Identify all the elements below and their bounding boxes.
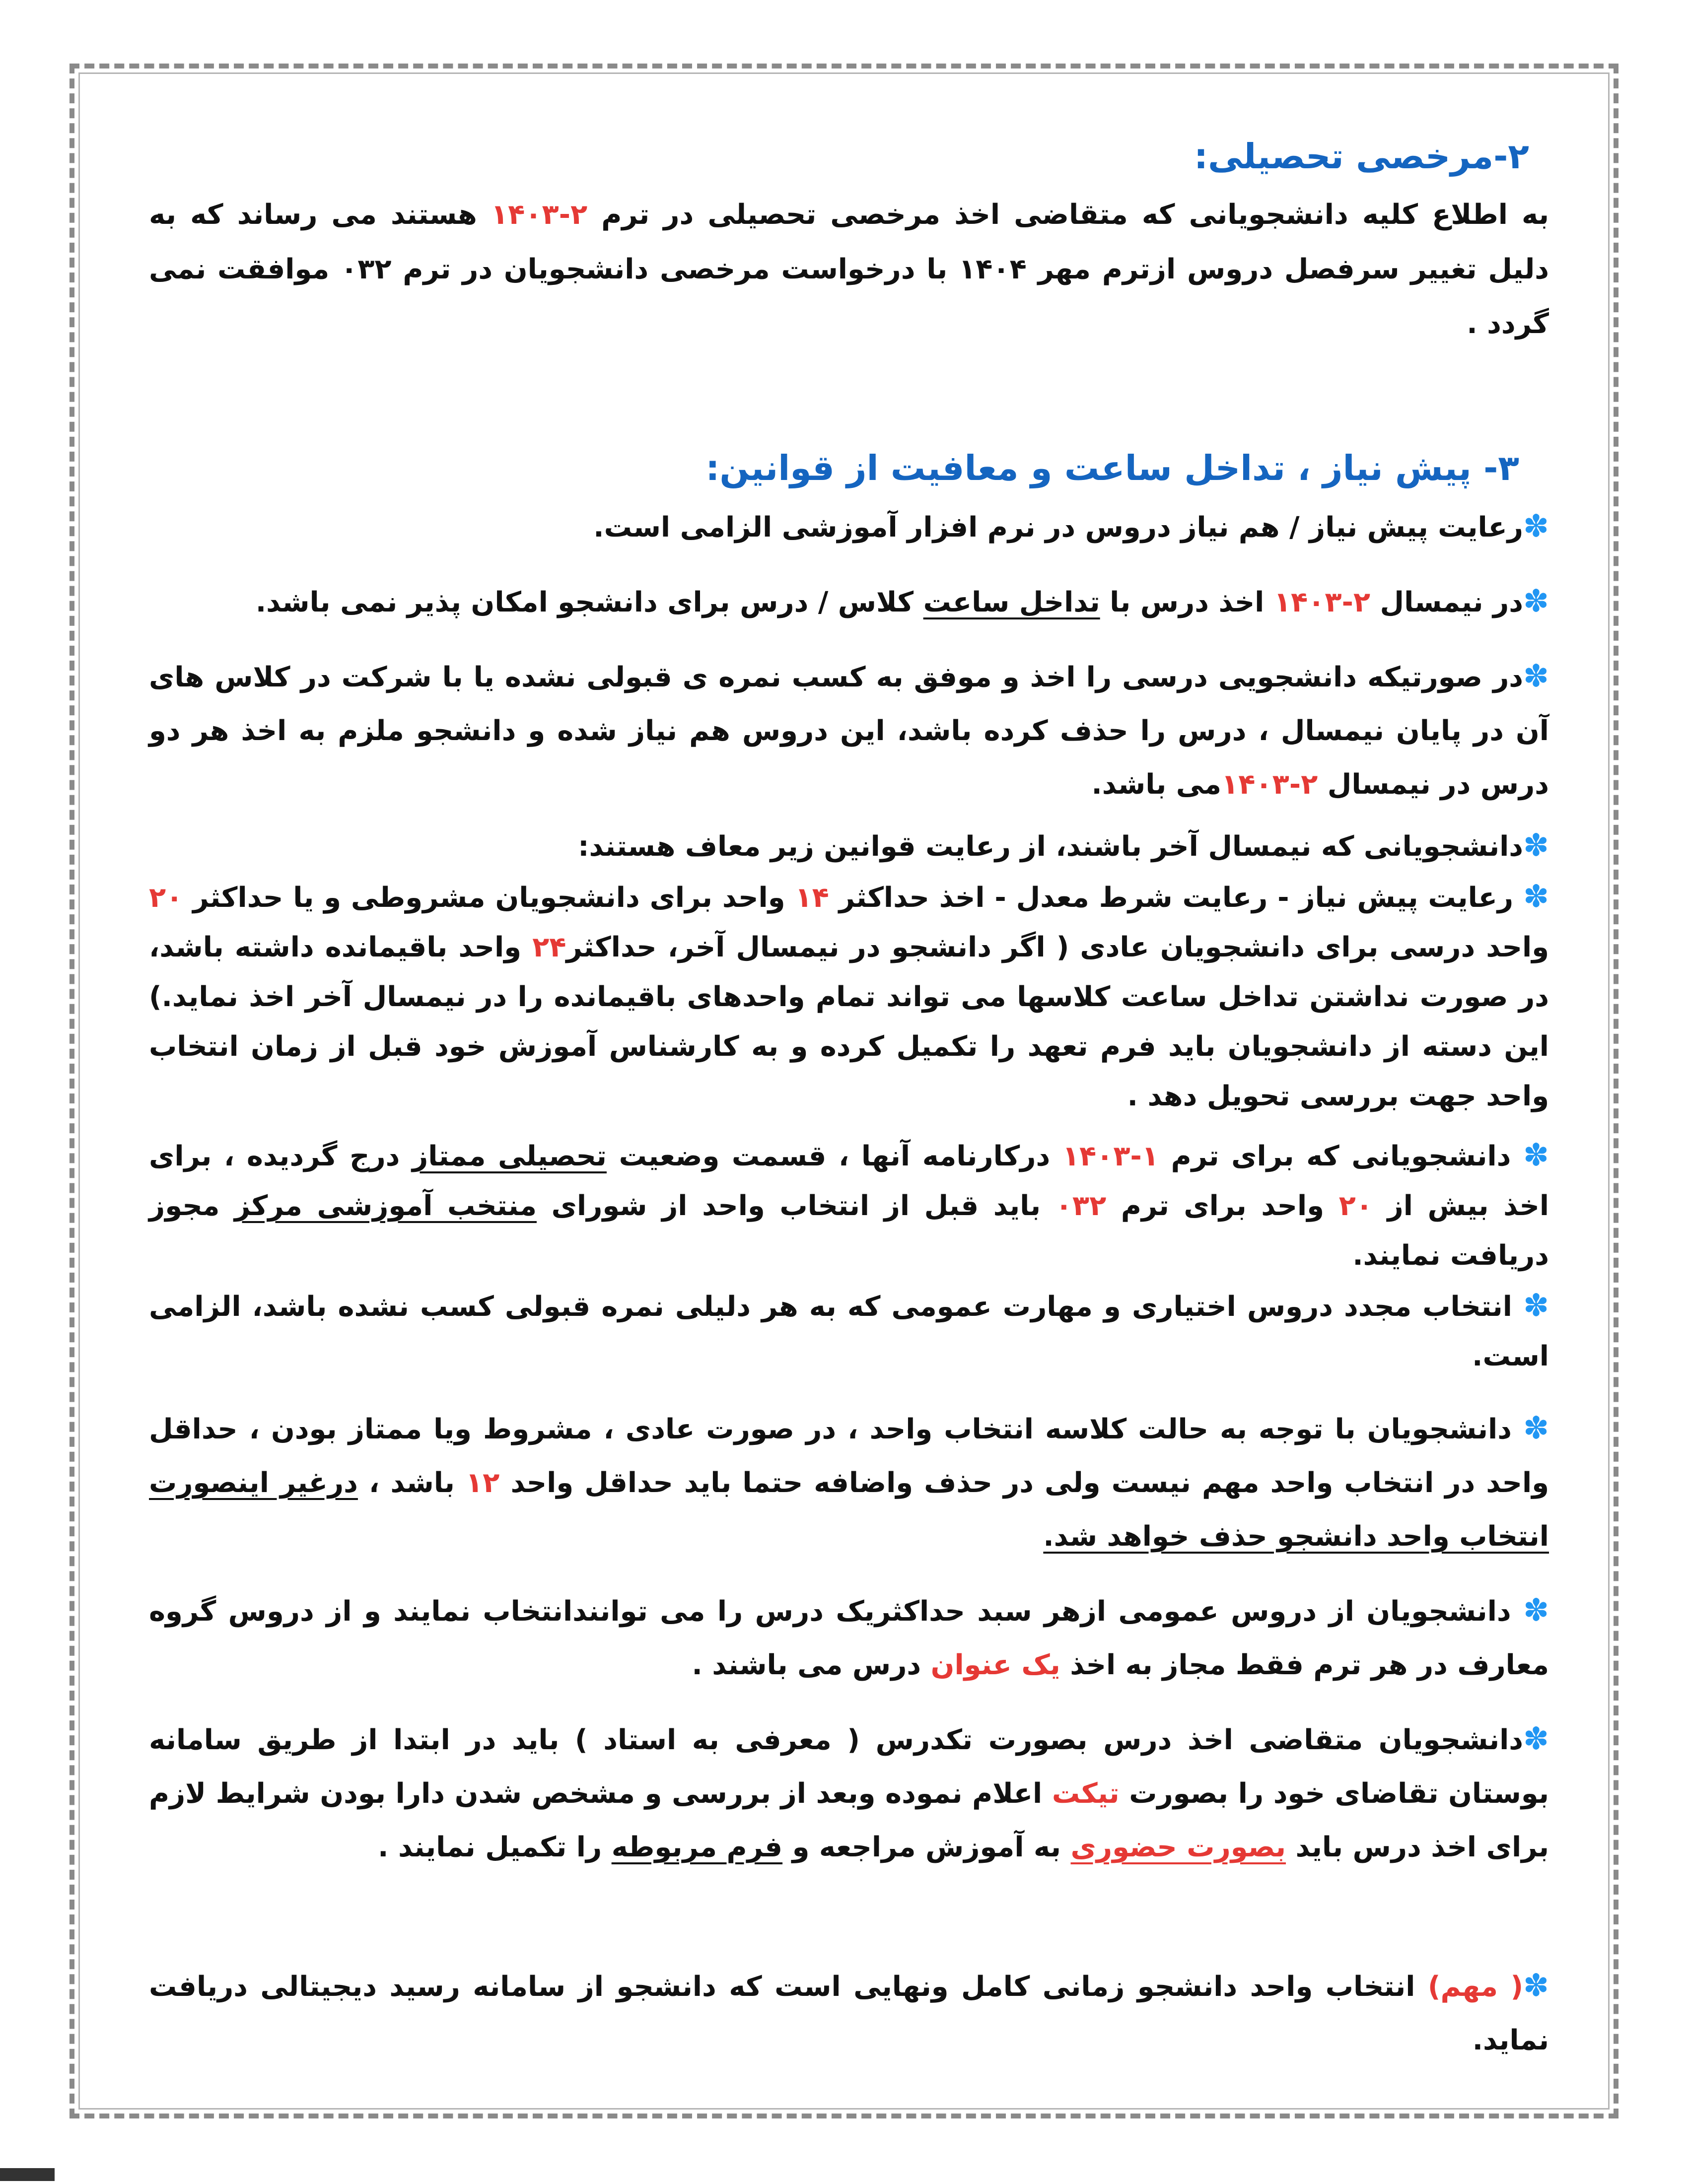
text: درج گردیده ، برای اخذ بیش از [149, 1140, 1549, 1222]
watermark-logo [0, 2168, 55, 2181]
rule-exemptions [149, 872, 1549, 1121]
rule-important-note [149, 1959, 1549, 2067]
text: مجوز دریافت نمایند. [149, 1190, 1549, 1272]
term-highlight: ۱-۱۴۰۳ [1062, 1140, 1159, 1172]
text: دانشجویان با توجه به حالت کلاسه انتخاب واحد ، در صورت عادی ، مشروط ویا ممتاز بودن ، حداقل واحد در انتخاب واحد مهم نیست ولی در حذف واضافه حتما باید حداقل واحد [149, 1413, 1549, 1499]
rule-failed-course [149, 649, 1549, 812]
bullet-icon: ✽ [1523, 1720, 1549, 1757]
text: دانشجویانی که نیمسال آخر باشند، از رعایت قوانین زیر معاف هستند: [578, 830, 1524, 863]
text: درکارنامه آنها ، قسمت وضعیت [619, 1140, 1051, 1172]
number-highlight: ۱۴ [795, 882, 829, 914]
text: دانشجویانی که برای ترم [1171, 1140, 1511, 1172]
underlined-text: فرم مربوطه [611, 1831, 783, 1863]
emphasis-text: تیکت [1052, 1777, 1120, 1810]
text: کلاس / درس برای دانشجو امکان پذیر نمی باشد. [255, 586, 914, 618]
text: واحد برای دانشجویان مشروطی و یا حداکثر [193, 882, 785, 914]
leave-paragraph [149, 188, 1549, 351]
text: دانشجویان متقاضی اخذ درس بصورت تکدرس ( معرفی به استاد ) باید در ابتدا از طریق سامانه بوستان تقاضای خود را بصورت [149, 1724, 1549, 1810]
text: اعلام نموده وبعد از بررسی و مشخص شدن دارا بودن شرایط لازم برای اخذ درس باید [149, 1777, 1549, 1863]
text: انتخاب مجدد دروس اختیاری و مهارت عمومی که به هر دلیلی نمره قبولی کسب نشده باشد، الزامی است. [149, 1291, 1549, 1372]
text: باشد ، [369, 1467, 455, 1499]
text: واحد درسی برای دانشجویان عادی ( اگر دانشجو در نیمسال آخر، حداکثر [566, 931, 1549, 963]
bullet-icon: ✽ [1523, 583, 1549, 619]
text: واحد برای ترم [1121, 1190, 1325, 1222]
text: هستند می رساند که به دلیل تغییر سرفصل دروس ازترم مهر ۱۴۰۴ با درخواست مرخصی دانشجویان در ترم ۰۳۲ موافقت نمی گردد . [149, 199, 1549, 340]
underlined-text: تحصیلی ممتاز [412, 1140, 607, 1172]
bullet-icon: ✽ [1523, 1967, 1549, 2003]
text: رعایت پیش نیاز / هم نیاز دروس در نرم افزار آموزشی الزامی است. [593, 511, 1524, 544]
document-body [149, 134, 1549, 2067]
underlined-text: تداخل ساعت [923, 586, 1100, 618]
term-highlight: ۲-۱۴۰۳ [1221, 768, 1318, 801]
rule-retake-electives [149, 1281, 1549, 1381]
text: رعایت پیش نیاز - رعایت شرط معدل - اخذ حداکثر [839, 882, 1514, 914]
bullet-icon: ✽ [1523, 878, 1549, 914]
number-highlight: ۲۴ [532, 931, 566, 963]
bullet-icon: ✽ [1523, 658, 1549, 694]
underlined-text: درغیر اینصورت انتخاب واحد دانشجو حذف خواهد شد. [149, 1467, 1549, 1553]
text: اخذ درس با [1110, 586, 1265, 618]
section-heading-rules: ۳- پیش نیاز ، تداخل ساعت و معافیت از قوانین: [705, 448, 1519, 488]
rule-excellent-students [149, 1130, 1549, 1281]
text: در صورتیکه دانشجویی درسی را اخذ و موفق به کسب نمره ی قبولی نشده یا با شرکت در کلاس های آن در پایان نیمسال ، درس را حذف کرده باشد، این دروس هم نیاز شده و دانشجو ملزم به اخذ هر دو درس در نیمسال [149, 661, 1549, 801]
emphasis-text: بصورت حضوری [1070, 1831, 1286, 1863]
term-highlight: ۲-۱۴۰۳ [491, 199, 588, 231]
rule-prerequisite [149, 499, 1549, 554]
rule-minimum-units [149, 1401, 1549, 1564]
rule-single-course [149, 1712, 1549, 1874]
text: به اطلاع کلیه دانشجویانی که متقاضی اخذ مرخصی تحصیلی در ترم [601, 199, 1549, 231]
number-highlight: ۲۰ [1338, 1190, 1373, 1222]
text: انتخاب واحد دانشجو زمانی کامل ونهایی است که دانشجو از سامانه رسید دیجیتالی دریافت نماید. [149, 1971, 1549, 2056]
rule-last-semester [149, 820, 1549, 872]
underlined-text: منتخب آموزشی مرکز [234, 1190, 537, 1222]
text: به آموزش مراجعه و [792, 1831, 1061, 1863]
term-highlight: ۲-۱۴۰۳ [1273, 586, 1371, 618]
number-highlight: ۲۰ [149, 882, 183, 914]
bullet-icon: ✽ [1523, 827, 1549, 863]
text: در نیمسال [1380, 586, 1524, 618]
text: باید قبل از انتخاب واحد از شورای [551, 1190, 1041, 1222]
number-highlight: ۰۳۲ [1055, 1190, 1107, 1222]
emphasis-text: ( مهم) [1427, 1971, 1524, 2003]
bullet-icon: ✽ [1523, 1592, 1549, 1628]
text: دانشجویان از دروس عمومی ازهر سبد حداکثریک درس را می توانندانتخاب نمایند و از دروس گروه معارف در هر ترم فقط مجاز به اخذ [149, 1595, 1549, 1681]
number-highlight: ۱۲ [465, 1467, 500, 1499]
rule-general-courses [149, 1583, 1549, 1692]
text: درس می باشند . [692, 1649, 921, 1681]
text: را تکمیل نمایند . [378, 1831, 602, 1863]
section-heading-leave: ۲-مرخصی تحصیلی: [1194, 136, 1529, 177]
bullet-icon: ✽ [1523, 1410, 1549, 1446]
text: واحد باقیمانده داشته باشد، در صورت نداشتن تداخل ساعت کلاسها می تواند تمام واحدهای باقیمانده را در نیمسال آخر اخذ نماید.) این دسته از دانشجویان باید فرم تعهد را تکمیل کرده و به کارشناس آموزش خود قبل از زمان انتخاب واحد جهت بررسی تحویل دهد . [149, 931, 1549, 1112]
bullet-icon: ✽ [1523, 1137, 1549, 1173]
bullet-icon: ✽ [1523, 1287, 1549, 1323]
text: می باشد. [1091, 768, 1222, 801]
bullet-icon: ✽ [1523, 508, 1549, 544]
emphasis-text: یک عنوان [930, 1649, 1060, 1681]
rule-time-conflict [149, 574, 1549, 629]
